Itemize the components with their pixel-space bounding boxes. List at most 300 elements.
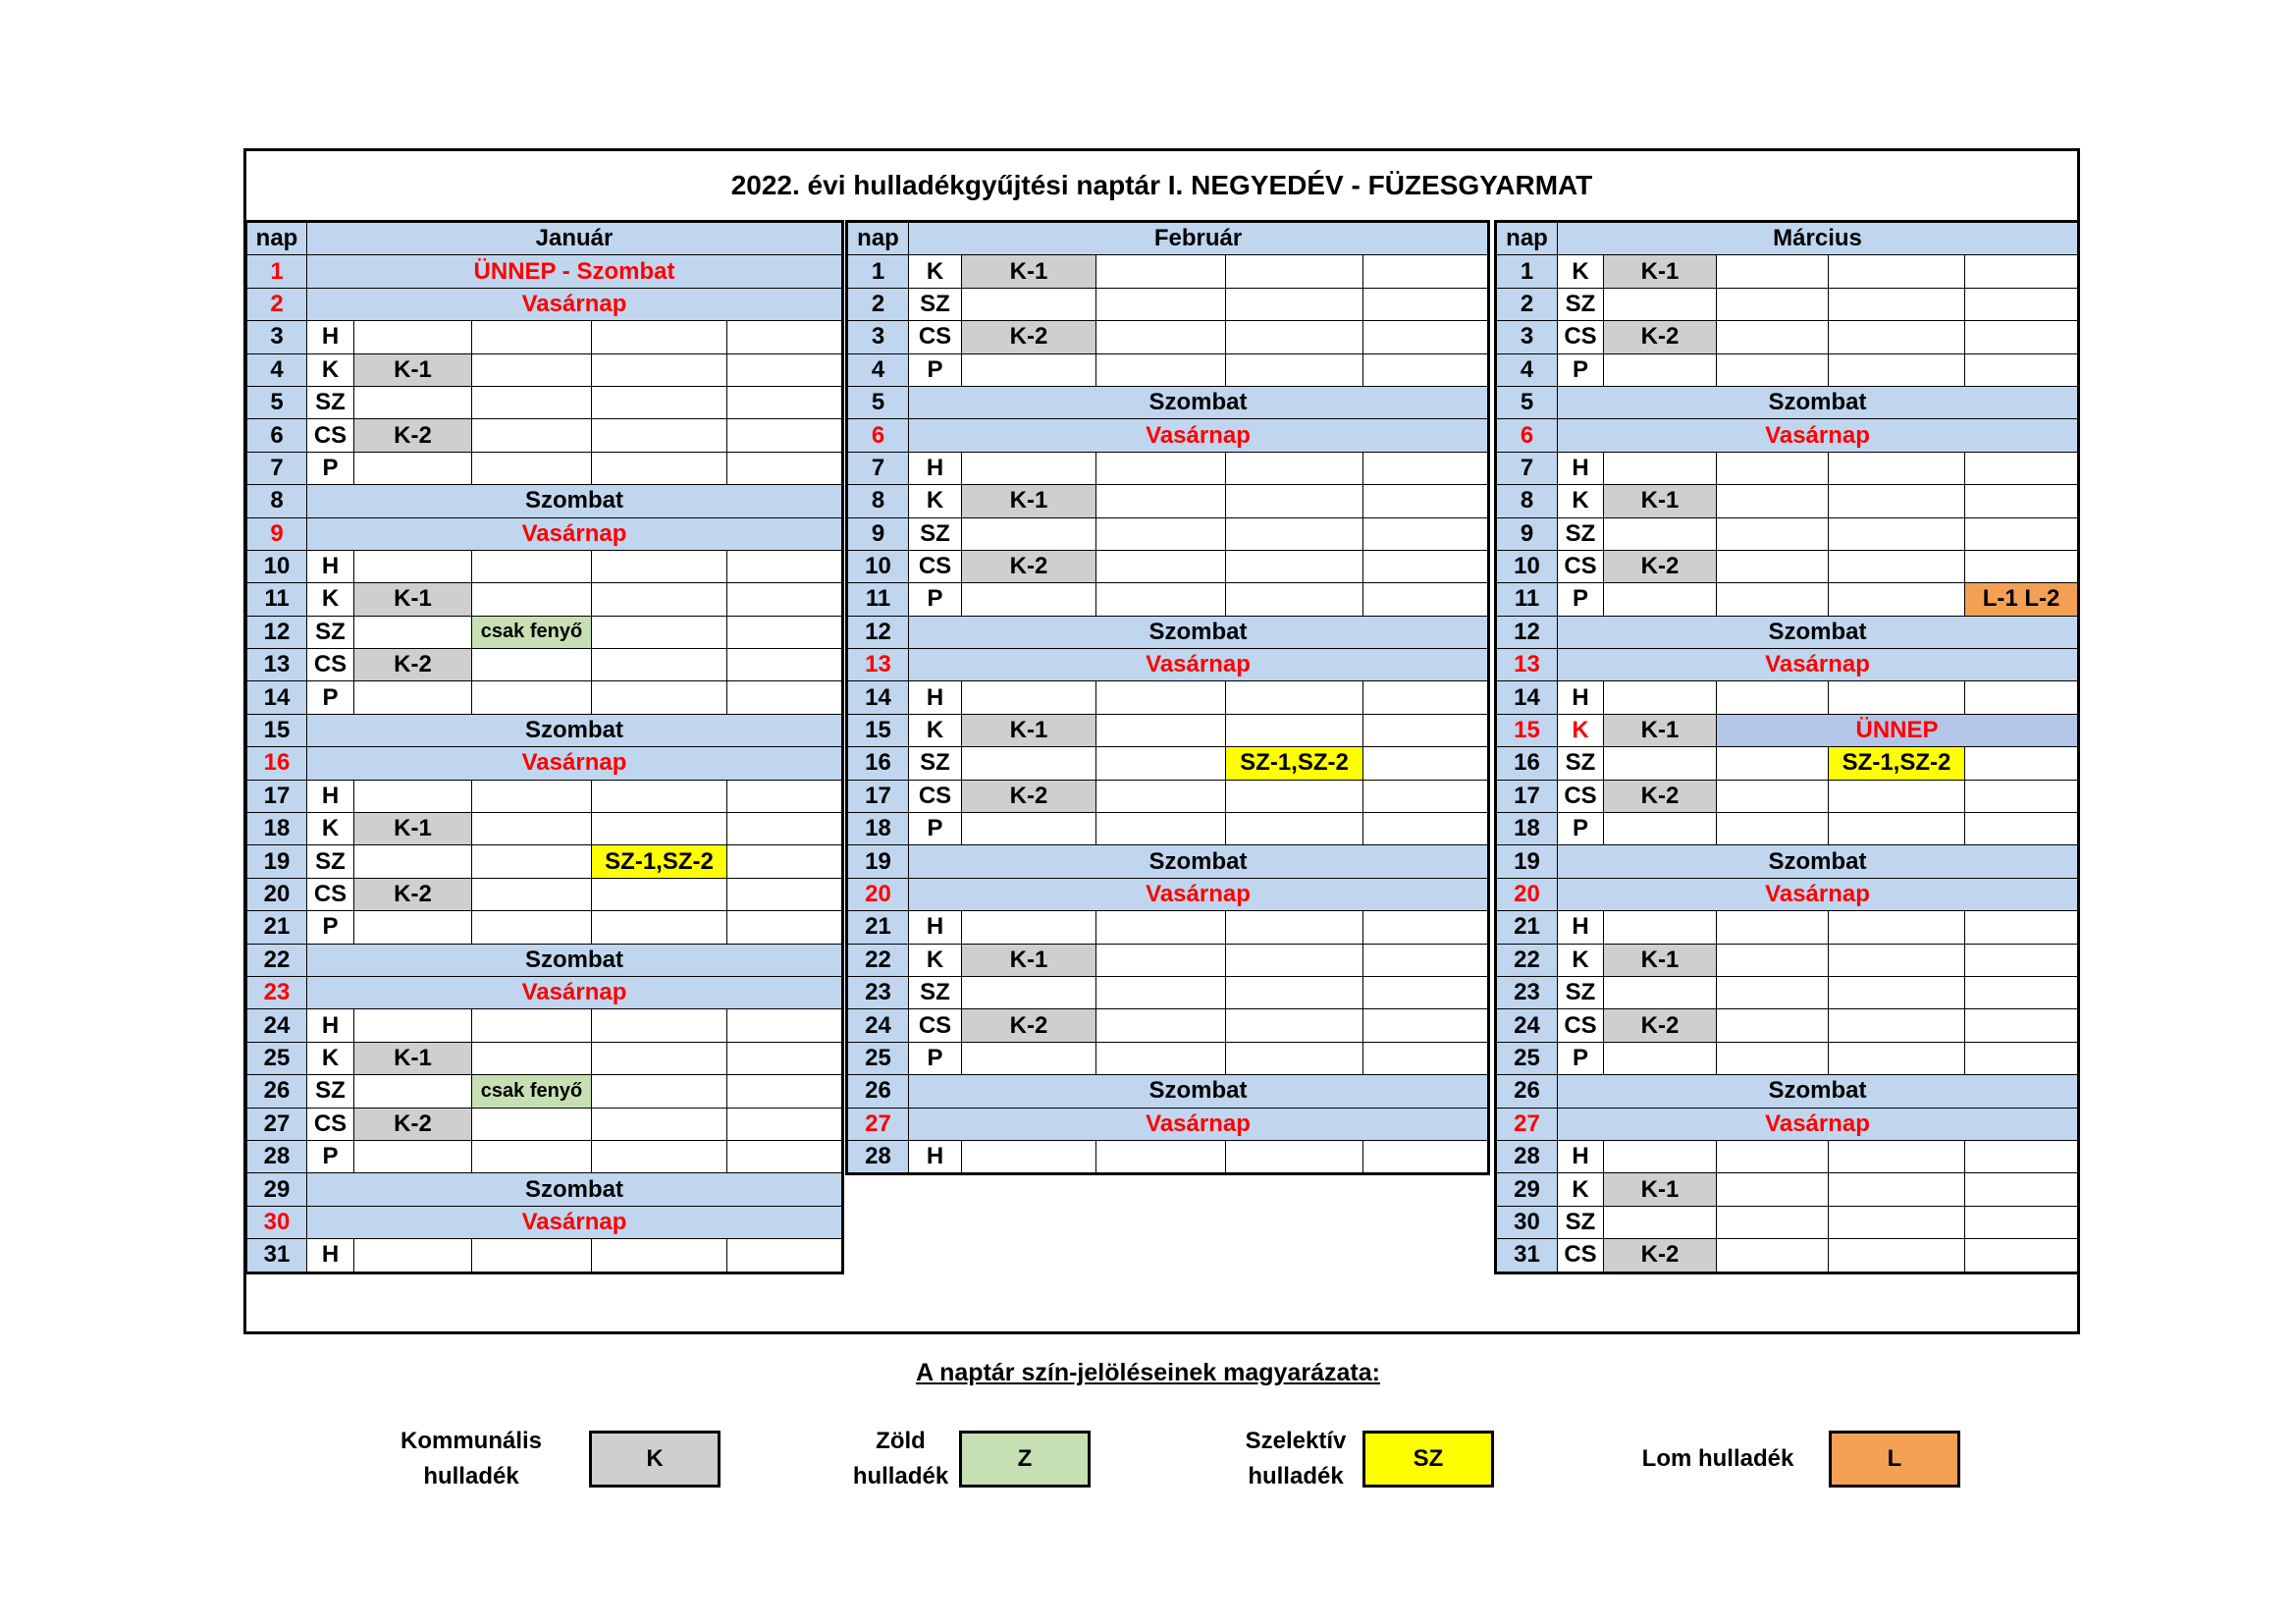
weekday: P (1558, 1042, 1604, 1074)
table-row (847, 649, 1489, 681)
collection-cell (592, 419, 727, 452)
nap-header: nap (1496, 222, 1558, 255)
collection-cell: K-2 (962, 1009, 1096, 1042)
table-row (847, 1042, 1489, 1074)
day-number: 19 (1496, 845, 1558, 878)
table-row (1496, 452, 2079, 484)
collection-cell (354, 780, 472, 812)
weekday: P (307, 452, 354, 484)
collection-cell (472, 1108, 592, 1140)
collection-cell: SZ-1,SZ-2 (1226, 747, 1363, 780)
collection-cell (962, 353, 1096, 386)
weekday: K (1558, 255, 1604, 288)
collection-cell (1829, 288, 1965, 320)
collection-cell (1829, 780, 1965, 812)
weekday: CS (307, 649, 354, 681)
day-band: Vasárnap (307, 1206, 843, 1238)
collection-cell (592, 550, 727, 582)
collection-cell (1829, 1173, 1965, 1206)
weekday: H (909, 1140, 962, 1173)
collection-cell (1363, 1140, 1489, 1173)
collection-cell (472, 1140, 592, 1172)
day-number: 8 (847, 485, 909, 517)
weekday: H (307, 780, 354, 812)
table-row (847, 681, 1489, 714)
day-number: 8 (1496, 485, 1558, 517)
collection-cell (1829, 976, 1965, 1008)
day-number: 6 (847, 419, 909, 452)
weekday: P (1558, 353, 1604, 386)
collection-cell (1717, 911, 1829, 944)
collection-cell (592, 353, 727, 386)
collection-cell (1829, 1239, 1965, 1272)
day-number: 24 (847, 1009, 909, 1042)
weekday: P (909, 353, 962, 386)
collection-cell (354, 550, 472, 582)
day-number: 24 (246, 1009, 307, 1042)
collection-cell (727, 1075, 843, 1108)
table-row (847, 1009, 1489, 1042)
weekday: K (909, 485, 962, 517)
collection-cell (1363, 353, 1489, 386)
collection-cell (1096, 1009, 1226, 1042)
day-number: 22 (246, 944, 307, 976)
collection-cell (592, 452, 727, 484)
day-number: 19 (246, 845, 307, 878)
table-row (1496, 616, 2079, 648)
day-number: 13 (246, 649, 307, 681)
legend-label-communal: Kommunális hulladék (400, 1428, 543, 1489)
day-number: 6 (246, 419, 307, 452)
weekday: SZ (909, 288, 962, 320)
weekday: P (909, 583, 962, 616)
collection-cell (592, 583, 727, 616)
collection-cell (354, 911, 472, 944)
collection-cell (1965, 681, 2079, 714)
collection-cell (1717, 813, 1829, 845)
collection-cell (1829, 1009, 1965, 1042)
table-row (246, 911, 843, 944)
table-row (1496, 1042, 2079, 1074)
collection-cell (1226, 321, 1363, 353)
collection-cell: K-1 (1604, 1173, 1717, 1206)
weekday: K (307, 583, 354, 616)
collection-cell (727, 616, 843, 648)
month-name: Február (909, 222, 1489, 255)
weekday: H (909, 452, 962, 484)
collection-cell (1363, 1009, 1489, 1042)
collection-cell (727, 911, 843, 944)
collection-cell: K-2 (1604, 321, 1717, 353)
collection-cell (1226, 452, 1363, 484)
collection-cell (727, 321, 843, 353)
day-band: Vasárnap (909, 419, 1489, 452)
collection-cell (1965, 288, 2079, 320)
collection-cell (1604, 353, 1717, 386)
table-row (1496, 1140, 2079, 1172)
month-name: Január (307, 222, 843, 255)
day-band: Vasárnap (909, 1108, 1489, 1140)
collection-cell (1965, 517, 2079, 550)
table-row (246, 1042, 843, 1074)
collection-cell (1965, 255, 2079, 288)
day-number: 9 (1496, 517, 1558, 550)
weekday: H (307, 550, 354, 582)
holiday-band: ÜNNEP (1717, 714, 2079, 746)
collection-cell: K-2 (354, 419, 472, 452)
collection-cell (727, 353, 843, 386)
collection-cell (1226, 288, 1363, 320)
collection-cell (354, 1239, 472, 1272)
collection-cell (1226, 1042, 1363, 1074)
collection-cell (1965, 1239, 2079, 1272)
collection-cell (592, 780, 727, 812)
collection-cell (1829, 911, 1965, 944)
table-row (246, 550, 843, 582)
day-band: Szombat (1558, 386, 2079, 418)
collection-cell (472, 419, 592, 452)
table-row (1496, 1075, 2079, 1108)
collection-cell (1096, 747, 1226, 780)
weekday: K (1558, 714, 1604, 746)
table-row (1496, 1009, 2079, 1042)
table-row (1496, 747, 2079, 780)
day-number: 12 (847, 616, 909, 648)
month-table (845, 220, 1490, 1175)
collection-cell (1096, 944, 1226, 976)
day-number: 21 (246, 911, 307, 944)
day-number: 24 (1496, 1009, 1558, 1042)
collection-cell (472, 1042, 592, 1074)
collection-cell (1226, 353, 1363, 386)
collection-cell (1717, 1239, 1829, 1272)
collection-cell: K-1 (354, 1042, 472, 1074)
table-row (246, 780, 843, 812)
day-number: 30 (1496, 1206, 1558, 1238)
table-row (246, 386, 843, 418)
page-title: 2022. évi hulladékgyűjtési naptár I. NEGYEDÉV - FÜZESGYARMAT (730, 170, 1593, 200)
weekday: H (1558, 911, 1604, 944)
table-row (847, 780, 1489, 812)
table-row (246, 1206, 843, 1238)
collection-cell (472, 911, 592, 944)
table-row (246, 616, 843, 648)
day-number: 23 (246, 976, 307, 1008)
day-number: 28 (246, 1140, 307, 1172)
weekday: H (1558, 1140, 1604, 1172)
weekday: CS (909, 1009, 962, 1042)
day-number: 12 (1496, 616, 1558, 648)
collection-cell (1363, 485, 1489, 517)
collection-cell (1226, 255, 1363, 288)
weekday: K (909, 714, 962, 746)
collection-cell (727, 1239, 843, 1272)
collection-cell (1363, 813, 1489, 845)
day-number: 29 (246, 1173, 307, 1206)
collection-cell (1096, 780, 1226, 812)
collection-cell (1363, 944, 1489, 976)
collection-cell: K-2 (354, 1108, 472, 1140)
collection-cell (727, 1108, 843, 1140)
collection-cell (1096, 517, 1226, 550)
collection-cell (962, 681, 1096, 714)
day-number: 9 (847, 517, 909, 550)
weekday: SZ (307, 386, 354, 418)
day-number: 23 (1496, 976, 1558, 1008)
collection-cell (1965, 1042, 2079, 1074)
collection-cell (1096, 485, 1226, 517)
collection-cell (472, 321, 592, 353)
collection-cell: K-2 (1604, 1239, 1717, 1272)
weekday: SZ (1558, 517, 1604, 550)
collection-cell: K-2 (962, 550, 1096, 582)
collection-cell (1829, 452, 1965, 484)
day-number: 10 (246, 550, 307, 582)
collection-cell (354, 321, 472, 353)
collection-cell (1226, 681, 1363, 714)
collection-cell (727, 1009, 843, 1042)
table-row (847, 452, 1489, 484)
day-band: Vasárnap (1558, 419, 2079, 452)
day-number: 19 (847, 845, 909, 878)
day-band: Vasárnap (307, 517, 843, 550)
weekday: CS (307, 419, 354, 452)
collection-cell (1226, 485, 1363, 517)
table-row (1496, 976, 2079, 1008)
collection-cell (1965, 321, 2079, 353)
day-number: 22 (847, 944, 909, 976)
collection-cell (592, 386, 727, 418)
collection-cell (472, 583, 592, 616)
collection-cell (1226, 813, 1363, 845)
table-row (847, 419, 1489, 452)
collection-cell (592, 649, 727, 681)
collection-cell (727, 1140, 843, 1172)
collection-cell (1717, 1173, 1829, 1206)
collection-cell (727, 419, 843, 452)
table-row (246, 1239, 843, 1272)
table-row (847, 845, 1489, 878)
collection-cell (1363, 321, 1489, 353)
day-number: 14 (1496, 681, 1558, 714)
table-row (1496, 714, 2079, 746)
table-row (847, 485, 1489, 517)
day-band: Vasárnap (909, 878, 1489, 910)
weekday: P (1558, 583, 1604, 616)
weekday: P (909, 1042, 962, 1074)
collection-cell: L-1 L-2 (1965, 583, 2079, 616)
collection-cell: K-2 (354, 878, 472, 910)
collection-cell (354, 681, 472, 714)
table-row (847, 321, 1489, 353)
collection-cell: SZ-1,SZ-2 (1829, 747, 1965, 780)
collection-cell: csak fenyő (472, 1075, 592, 1108)
collection-cell (1717, 1140, 1829, 1172)
collection-cell (1829, 517, 1965, 550)
collection-cell (472, 649, 592, 681)
collection-cell (1829, 1140, 1965, 1172)
legend-box-green: Z (959, 1431, 1091, 1488)
day-number: 27 (1496, 1108, 1558, 1140)
collection-cell (472, 386, 592, 418)
table-row (847, 550, 1489, 582)
weekday: H (307, 1239, 354, 1272)
weekday: P (307, 911, 354, 944)
collection-cell (1604, 1140, 1717, 1172)
collection-cell: SZ-1,SZ-2 (592, 845, 727, 878)
weekday: P (1558, 813, 1604, 845)
collection-cell (727, 386, 843, 418)
table-row (847, 1075, 1489, 1108)
collection-cell (1829, 944, 1965, 976)
table-row (246, 649, 843, 681)
table-row (847, 1108, 1489, 1140)
table-row (246, 452, 843, 484)
collection-cell (727, 878, 843, 910)
collection-cell: K-1 (1604, 714, 1717, 746)
weekday: SZ (1558, 1206, 1604, 1238)
weekday: SZ (1558, 747, 1604, 780)
collection-cell: K-2 (962, 321, 1096, 353)
month-march (1494, 220, 2080, 1274)
day-band: Vasárnap (1558, 878, 2079, 910)
collection-cell (1226, 1009, 1363, 1042)
month-january (244, 220, 844, 1274)
day-number: 4 (1496, 353, 1558, 386)
day-band: Vasárnap (307, 976, 843, 1008)
day-band: Szombat (1558, 616, 2079, 648)
day-number: 26 (1496, 1075, 1558, 1108)
collection-cell (1096, 714, 1226, 746)
collection-cell (1096, 976, 1226, 1008)
collection-cell (472, 878, 592, 910)
day-band: Szombat (307, 485, 843, 517)
collection-cell: K-1 (354, 813, 472, 845)
weekday: P (307, 1140, 354, 1172)
collection-cell (1965, 550, 2079, 582)
day-band: Szombat (307, 944, 843, 976)
collection-cell (1717, 747, 1829, 780)
collection-cell (592, 616, 727, 648)
legend-box-bulky: L (1829, 1431, 1960, 1488)
collection-cell (1604, 583, 1717, 616)
collection-cell (472, 813, 592, 845)
weekday: K (1558, 944, 1604, 976)
day-band: Szombat (1558, 1075, 2079, 1108)
table-row (246, 255, 843, 288)
day-number: 17 (1496, 780, 1558, 812)
day-number: 16 (246, 747, 307, 780)
table-row (246, 714, 843, 746)
collection-cell (354, 1140, 472, 1172)
day-number: 20 (847, 878, 909, 910)
weekday: CS (307, 1108, 354, 1140)
day-number: 7 (246, 452, 307, 484)
collection-cell (727, 583, 843, 616)
table-row (246, 1009, 843, 1042)
day-number: 13 (1496, 649, 1558, 681)
collection-cell (1604, 452, 1717, 484)
table-row (1496, 1239, 2079, 1272)
weekday: K (909, 944, 962, 976)
table-row (1496, 288, 2079, 320)
day-number: 16 (847, 747, 909, 780)
legend-box-communal: K (589, 1431, 721, 1488)
table-row (847, 386, 1489, 418)
collection-cell (1965, 747, 2079, 780)
table-row (246, 845, 843, 878)
day-number: 18 (246, 813, 307, 845)
collection-cell (1965, 813, 2079, 845)
table-row (246, 976, 843, 1008)
table-row (847, 878, 1489, 910)
table-row (847, 813, 1489, 845)
collection-cell (727, 681, 843, 714)
collection-cell (1096, 288, 1226, 320)
weekday: SZ (307, 1075, 354, 1108)
table-row (1496, 681, 2079, 714)
table-row (246, 517, 843, 550)
day-band: Szombat (909, 616, 1489, 648)
nap-header: nap (246, 222, 307, 255)
collection-cell (1226, 780, 1363, 812)
collection-cell (1717, 583, 1829, 616)
collection-cell: K-1 (354, 583, 472, 616)
collection-cell: K-1 (962, 714, 1096, 746)
header-row (847, 222, 1489, 255)
day-number: 9 (246, 517, 307, 550)
day-number: 1 (847, 255, 909, 288)
collection-cell (1226, 976, 1363, 1008)
table-row (246, 1108, 843, 1140)
collection-cell (962, 1042, 1096, 1074)
collection-cell (1829, 550, 1965, 582)
table-row (847, 1140, 1489, 1173)
collection-cell (962, 747, 1096, 780)
month-table (1494, 220, 2080, 1274)
collection-cell (1096, 813, 1226, 845)
collection-cell (727, 845, 843, 878)
weekday: K (1558, 485, 1604, 517)
collection-cell (1363, 681, 1489, 714)
collection-cell (1096, 1042, 1226, 1074)
collection-cell (592, 1140, 727, 1172)
collection-cell (1717, 681, 1829, 714)
table-row (1496, 845, 2079, 878)
collection-cell (1717, 452, 1829, 484)
collection-cell (592, 1108, 727, 1140)
table-row (1496, 1108, 2079, 1140)
header-row (1496, 222, 2079, 255)
day-band: Szombat (307, 714, 843, 746)
collection-cell (1363, 976, 1489, 1008)
day-number: 17 (246, 780, 307, 812)
day-number: 15 (847, 714, 909, 746)
collection-cell (472, 1009, 592, 1042)
collection-cell (472, 452, 592, 484)
collection-cell (1717, 1206, 1829, 1238)
collection-cell (1363, 1042, 1489, 1074)
collection-cell (727, 550, 843, 582)
collection-cell: K-2 (962, 780, 1096, 812)
collection-cell (727, 780, 843, 812)
day-number: 28 (1496, 1140, 1558, 1172)
table-row (1496, 550, 2079, 582)
table-row (246, 419, 843, 452)
day-number: 27 (847, 1108, 909, 1140)
day-number: 10 (1496, 550, 1558, 582)
table-row (1496, 255, 2079, 288)
